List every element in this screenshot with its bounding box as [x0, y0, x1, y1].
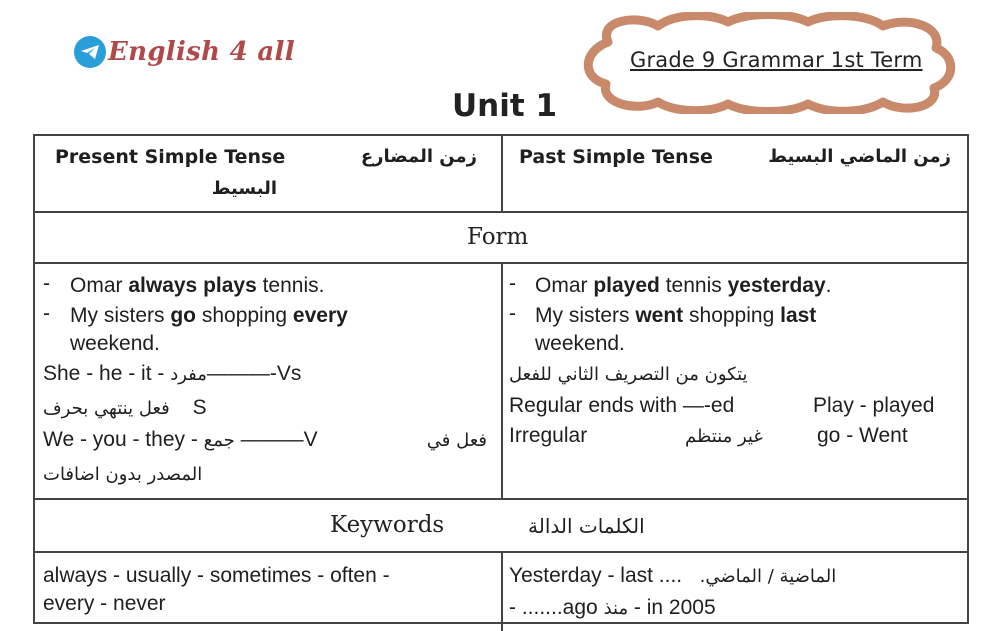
past-irregular-example: go - Went: [817, 424, 908, 447]
telegram-icon: [74, 36, 106, 68]
present-heading-ar: زمن المضارع: [360, 146, 477, 167]
column-divider: [501, 551, 503, 631]
row-divider: [35, 211, 967, 213]
bullet-dash: -: [43, 272, 50, 295]
column-divider: [501, 136, 503, 211]
row-divider: [35, 498, 967, 500]
bullet-dash: -: [509, 272, 516, 295]
past-example-2: My sisters went shopping last: [535, 304, 817, 327]
present-example-1: Omar always plays tennis.: [70, 274, 325, 297]
present-rule-3-ar: فعل في: [426, 430, 487, 451]
past-keywords-line-2: - .......ago منذ - in 2005: [509, 596, 716, 619]
present-example-2: My sisters go shopping every: [70, 304, 348, 327]
present-keywords-line-2: every - never: [43, 592, 166, 615]
present-example-2-cont: weekend.: [70, 332, 160, 355]
present-heading-ar-2: البسيط: [211, 178, 277, 199]
present-rule-1: She - he - it - مفرد———-Vs: [43, 362, 302, 385]
grade-label: Grade 9 Grammar 1st Term: [630, 48, 923, 72]
bullet-dash: -: [43, 302, 50, 325]
keywords-label: Keywords: [330, 512, 445, 538]
past-irregular-ar: غير منتظم: [685, 426, 763, 447]
present-heading: Present Simple Tense: [55, 146, 286, 168]
grammar-table: [33, 134, 969, 624]
brand-name: English 4 all: [108, 37, 295, 67]
present-rule-3: We - you - they - جمع ———V: [43, 428, 318, 451]
unit-title: Unit 1: [452, 88, 558, 124]
past-keywords-line-1: Yesterday - last .... الماضية / الماضي.: [509, 564, 837, 587]
brand-logo: [74, 36, 295, 68]
past-heading-ar: زمن الماضي البسيط: [768, 146, 951, 167]
past-example-1: Omar played tennis yesterday.: [535, 274, 832, 297]
past-rule-ar: يتكون من التصريف الثاني للفعل: [509, 364, 748, 385]
past-irregular: Irregular: [509, 424, 588, 447]
past-regular: Regular ends with —-ed: [509, 394, 735, 417]
past-heading: Past Simple Tense: [519, 146, 713, 168]
present-keywords-line-1: always - usually - sometimes - often -: [43, 564, 390, 587]
past-example-2-cont: weekend.: [535, 332, 625, 355]
column-divider: [501, 262, 503, 498]
past-regular-example: Play - played: [813, 394, 935, 417]
bullet-dash: -: [509, 302, 516, 325]
present-rule-2: فعل ينتهي بحرف S: [43, 396, 207, 419]
keywords-label-ar: الكلمات الدالة: [528, 514, 645, 538]
form-label: Form: [467, 224, 529, 250]
present-rule-4: المصدر بدون اضافات: [43, 464, 203, 485]
